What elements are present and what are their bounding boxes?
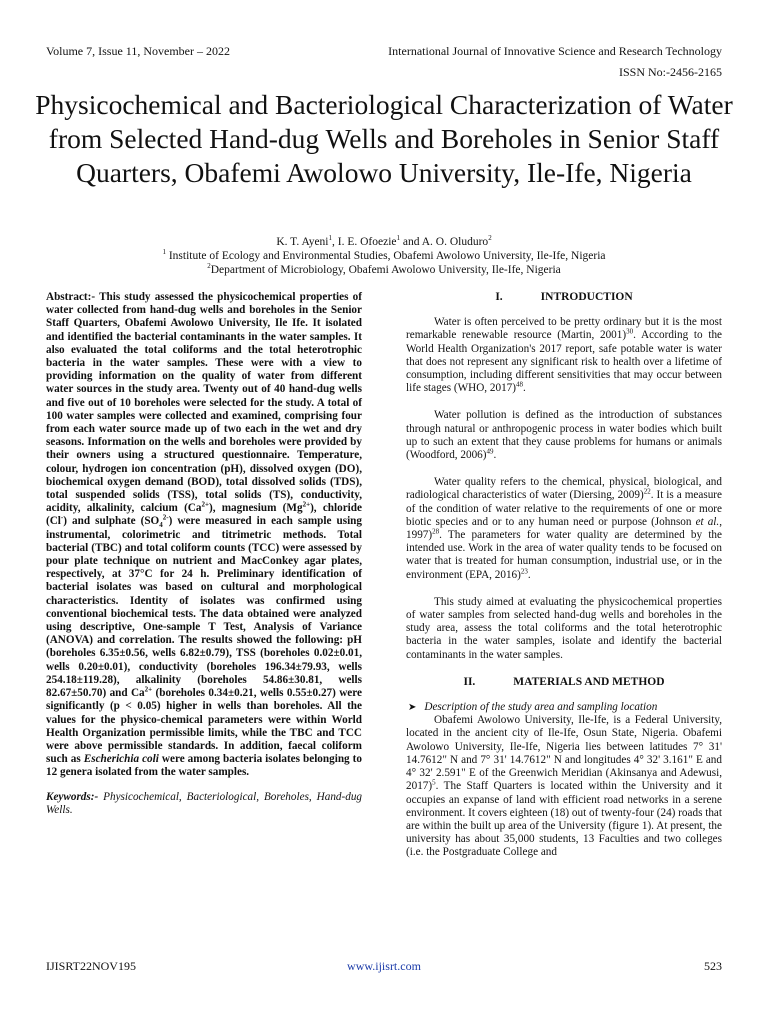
section-1-heading xyxy=(406,291,722,304)
citation-ref: 48 xyxy=(515,380,523,389)
intro-paragraph-2 xyxy=(406,409,722,462)
keywords-text: Physicochemical, Bacteriological, Boreholes, Hand-dug Wells. xyxy=(46,790,363,816)
citation-ref: 23 xyxy=(520,566,528,575)
abstract-label: Abstract:- xyxy=(46,291,96,303)
left-column xyxy=(46,291,362,817)
author-names: K. T. Ayeni$^1$, I. E. Ofoezie$^1$ and A. O. Oluduro$^2$ xyxy=(276,234,492,248)
abstract-text: ), magnesium (Mg xyxy=(208,502,303,515)
para-text: . xyxy=(527,568,531,581)
abstract-sup: 2+ xyxy=(302,500,311,509)
section-2-num: II. xyxy=(463,675,476,688)
abstract-sup: 2- xyxy=(162,513,169,522)
header-issn: ISSN No:-2456-2165 xyxy=(618,65,722,79)
para-text: . xyxy=(522,382,526,395)
affiliation-1 xyxy=(0,249,768,263)
para-text: Water quality refers to the chemical, physical, biological, and radiological characteristics of water (Diersing, 2009) xyxy=(406,476,722,502)
abstract-text: This study assessed the physicochemical properties of water collected from hand-dug wells and boreholes in the Senior Staff Quarters, Obafemi Awolowo University, Ile Ife. It isolated and identified the bacterial contaminants in the water samples. It also evaluated the total coliforms and the total heterotrophic bacteria in the water samples. These were with a view to providing information on the quality of water from different water sources in the study area. Twenty out of 40 hand-dug wells and five out of 10 boreholes were selected for the study. A total of 100 water samples were collected and examined, comprising four from each water source made up of two each in the wet and dry seasons. Information on the wells and boreholes were provided by their owners using a structured questionnaire. Temperature, colour, hydrogen ion concentration (pH), dissolved oxygen (DO), biochemical oxygen demand (BOD), total dissolved solids (TDS), total suspended solids (TSS), total solids (TS), conductivity, acidity, alkalinity, calcium (Ca xyxy=(46,291,362,515)
abstract-sup: - xyxy=(60,513,64,522)
author-name: K. T. Ayeni xyxy=(276,236,329,248)
keywords xyxy=(46,791,362,817)
author-and: and xyxy=(402,236,420,248)
abstract-sub: 4 xyxy=(159,521,163,530)
author-sup: 1 xyxy=(396,234,400,243)
abstract-organism: Escherichia coli xyxy=(83,753,159,766)
footer-url-link[interactable]: www.ijisrt.com xyxy=(347,959,421,973)
abstract-text: (boreholes 0.34±0.21, wells 0.55±0.27) were significantly (p < 0.05) higher in wells than boreholes. All the values for the physico-chemical parameters were within World Health Organization permissible limits, while the TBC and TCC were above permissible standards. In addition, faecal coliform such as xyxy=(46,687,362,766)
para-text: Water pollution is defined as the introduction of substances through natural or anthropogenic process in water bodies which built up to such an extent that they cause problems for humans or animals (Woodford, 2006) xyxy=(406,409,722,462)
affiliation-1-num: 1 xyxy=(162,248,166,257)
abstract-sup: 2+ xyxy=(201,500,209,509)
header-journal: International Journal of Innovative Science and Research Technology xyxy=(388,44,722,58)
section-2-title: MATERIALS AND METHOD xyxy=(513,675,665,688)
authors-block xyxy=(0,235,768,277)
affiliation-2-text: Department of Microbiology, Obafemi Awolowo University, Ile-Ife, Nigeria xyxy=(210,264,561,276)
affiliation-2 xyxy=(0,263,768,277)
para-text: , 1997) xyxy=(406,515,722,542)
keywords-label: Keywords:- xyxy=(46,790,99,803)
citation-ref: 49 xyxy=(486,447,494,456)
para-text: . According to the World Health Organization's 2017 report, safe potable water is water that does not represent any significant risk to health over a lifetime of consumption, including different sensitivities that may occur between life stages (WHO, 2017) xyxy=(406,329,722,395)
abstract-text: ) and sulphate (SO xyxy=(63,515,160,528)
paper-title: Physicochemical and Bacteriological Characterization of Water from Selected Hand-dug Wells and Boreholes in Senior Staff Quarters, Obafemi Awolowo University, Ile-Ife, Nigeria xyxy=(35,89,733,188)
arrow-bullet-icon: ➤ xyxy=(408,702,417,714)
right-column xyxy=(406,291,722,864)
subheading-text: Description of the study area and sampling location xyxy=(424,701,658,714)
affiliation-1-text: Institute of Ecology and Environmental Studies, Obafemi Awolowo University, Ile-Ife, Nigeria xyxy=(168,250,606,262)
affiliation-2-num: 2 xyxy=(207,262,211,271)
citation-ref: 28 xyxy=(432,527,440,536)
section-1-num: I. xyxy=(495,291,503,303)
abstract-sup: 2+ xyxy=(144,685,153,694)
methods-paragraph-1 xyxy=(406,714,722,859)
author-name: I. E. Ofoezie xyxy=(337,236,397,248)
para-text: . The Staff Quarters is located within the University and it occupies an expanse of land with efficient road networks in a serene environment. It covers eighteen (18) out of twenty-four (24) roads that are within the built up area of the University (figure 1). At present, the university has about 35,000 students, 13 Faculties and two colleges (i.e. the Postgraduate College and xyxy=(406,780,722,859)
author-name: A. O. Oluduro xyxy=(421,236,489,248)
para-text: . It is a measure of the condition of water relative to the requirements of one or more biotic species and or to any human need or purpose (Johnson xyxy=(406,489,722,528)
footer-code: IJISRT22NOV195 xyxy=(46,959,136,973)
abstract-text: were among bacteria isolates belonging to 12 genera isolated from the water samples. xyxy=(46,753,362,779)
section-1-title: INTRODUCTION xyxy=(540,291,633,303)
abstract xyxy=(46,291,362,780)
intro-paragraph-1 xyxy=(406,316,722,395)
header-volume: Volume 7, Issue 11, November – 2022 xyxy=(46,44,230,58)
para-text: . xyxy=(493,449,497,462)
para-text: Obafemi Awolowo University, Ile-Ife, is a Federal University, located in the ancient city of Ile-Ife, Osun State, Nigeria. Obafemi Awolowo University, Ile-Ife, Nigeria lies between latitudes 7° 31' 14.7612" N and 7° 31' 14.7612" N and longitudes 4° 32' 3.161" E and 4° 32' 2.591" E of the Greenwich Meridian (Akinsanya and Adewusi, 2017) xyxy=(406,714,722,793)
para-text: Water is often perceived to be pretty ordinary but it is the most remarkable renewable resource (Martin, 2001) xyxy=(406,316,722,342)
footer-page-number: 523 xyxy=(704,959,722,973)
citation-ref: 5 xyxy=(432,778,436,787)
section-2-heading xyxy=(406,676,722,689)
citation-ref: 22 xyxy=(643,487,651,496)
intro-paragraph-3 xyxy=(406,476,722,582)
et-al: et al. xyxy=(695,515,720,528)
author-sup: 2 xyxy=(488,234,492,243)
intro-paragraph-4: This study aimed at evaluating the physicochemical properties of water samples from selected hand-dug wells and boreholes in the study area, assess the total coliforms and the total heterotrophic bacteria in the water samples, isolate and identify the bacterial contaminants in the water samples. xyxy=(406,595,722,661)
para-text: . The parameters for water quality are determined by the intended use. Work in the area of water quality tends to be focused on water that is treated for human consumption, industrial use, or in the environment (EPA, 2016) xyxy=(406,529,722,581)
abstract-text: ) were measured in each sample using instrumental, colorimetric and titrimetric methods. Total bacterial (TBC) and total coliform counts (TCC) were assessed by pour plate technique on nutrient and MacConkey agar plates, respectively, at 37°C for 24 h. Preliminary identification of bacterial isolates was based on cultural and morphological characteristics. Identity of isolates was confirmed using conventional biochemical tests. The data obtained were analyzed using descriptive, One-sample T Test, Analysis of Variance (ANOVA) and correlation. The results showed the following: pH (boreholes 6.35±0.56, wells 6.82±0.79), TSS (boreholes 0.02±0.01, wells 0.20±0.01), conductivity (boreholes 196.34±79.93, wells 254.18±119.28), alkalinity (boreholes 54.86±30.81, wells 82.67±50.70) and Ca xyxy=(46,515,362,700)
study-area-subheading xyxy=(408,701,722,714)
citation-ref: 30 xyxy=(626,327,634,336)
abstract-text: ), chloride (Cl xyxy=(46,502,362,528)
author-sup: 1 xyxy=(328,234,332,243)
